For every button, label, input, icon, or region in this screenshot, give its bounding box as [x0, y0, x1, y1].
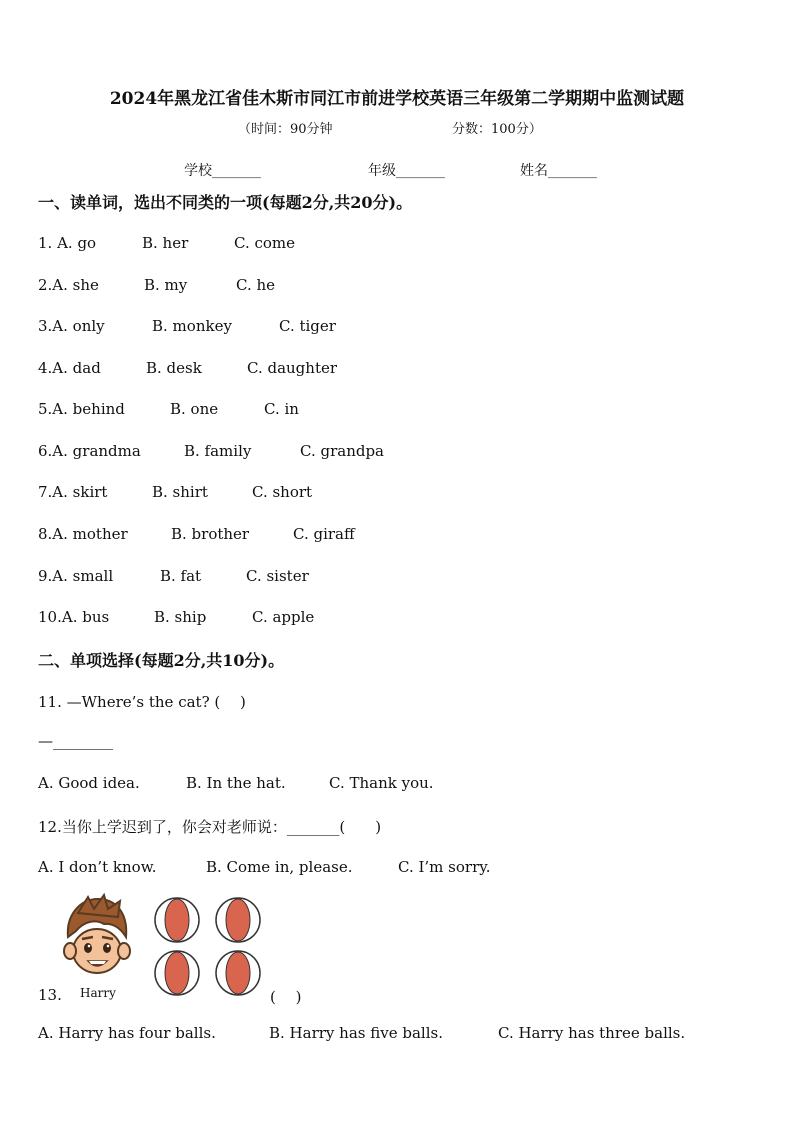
option-b: B. her	[142, 234, 189, 252]
option-b: B. my	[144, 276, 188, 294]
option-c: C. Thank you.	[329, 774, 434, 792]
option-b: B. Come in, please.	[206, 858, 353, 876]
exam-score: 分数：100分）	[452, 122, 542, 137]
option-a: 7.A. skirt	[38, 483, 108, 501]
harry-label: Harry	[80, 986, 116, 1000]
option-a: 4.A. dad	[38, 359, 101, 377]
option-b: B. monkey	[152, 317, 232, 335]
option-b: B. shirt	[152, 483, 208, 501]
section2-heading: 二、单项选择(每题2分,共10分)。	[38, 651, 285, 670]
ball	[155, 898, 199, 942]
option-c: C. Harry has three balls.	[498, 1024, 686, 1042]
option-a: A. I don’t know.	[38, 858, 157, 876]
option-c: C. I’m sorry.	[398, 858, 491, 876]
school-field: 学校_______	[184, 163, 261, 179]
option-a: 1. A. go	[38, 234, 97, 252]
question-13-paren: ( )	[270, 988, 302, 1006]
option-a: 9.A. small	[38, 567, 114, 585]
exam-title: 2024年黑龙江省佳木斯市同江市前进学校英语三年级第二学期期中监测试题	[109, 89, 685, 109]
question-13-number: 13.	[38, 986, 62, 1004]
ball	[216, 951, 260, 995]
option-c: C. daughter	[247, 359, 338, 377]
option-b: B. one	[170, 400, 219, 418]
option-b: B. In the hat.	[186, 774, 286, 792]
grade-field: 年级_______	[368, 163, 445, 179]
option-c: C. in	[264, 400, 299, 418]
option-b: B. fat	[160, 567, 202, 585]
option-a: 5.A. behind	[38, 400, 125, 418]
option-a: 10.A. bus	[38, 608, 110, 626]
option-c: C. tiger	[279, 317, 336, 335]
option-c: C. come	[234, 234, 296, 252]
option-c: C. he	[236, 276, 276, 294]
option-a: A. Good idea.	[38, 774, 140, 792]
question-11: 11. —Where’s the cat? ( )	[38, 693, 246, 711]
option-c: C. giraff	[293, 525, 355, 543]
name-field: 姓名_______	[520, 163, 597, 179]
exam-time: （时间：90分钟	[238, 122, 333, 137]
option-b: B. family	[184, 442, 252, 460]
option-a: 6.A. grandma	[38, 442, 141, 460]
ball	[216, 898, 260, 942]
option-c: C. short	[252, 483, 313, 501]
option-a: 8.A. mother	[38, 525, 128, 543]
ball	[155, 951, 199, 995]
option-a: A. Harry has four balls.	[38, 1024, 216, 1042]
harry-illustration	[58, 893, 136, 981]
option-a: 2.A. she	[38, 276, 99, 294]
answer-blank: —________	[38, 732, 113, 750]
balls-picture	[150, 893, 270, 1003]
option-b: B. brother	[171, 525, 250, 543]
option-b: B. desk	[146, 359, 202, 377]
option-c: C. grandpa	[300, 442, 385, 460]
section1-heading: 一、读单词，选出不同类的一项(每题2分,共20分)。	[38, 193, 413, 212]
option-c: C. apple	[252, 608, 315, 626]
option-b: B. ship	[154, 608, 207, 626]
option-b: B. Harry has five balls.	[269, 1024, 443, 1042]
question-12: 12.当你上学迟到了，你会对老师说：_______( )	[38, 818, 382, 836]
option-c: C. sister	[246, 567, 309, 585]
option-a: 3.A. only	[38, 317, 105, 335]
